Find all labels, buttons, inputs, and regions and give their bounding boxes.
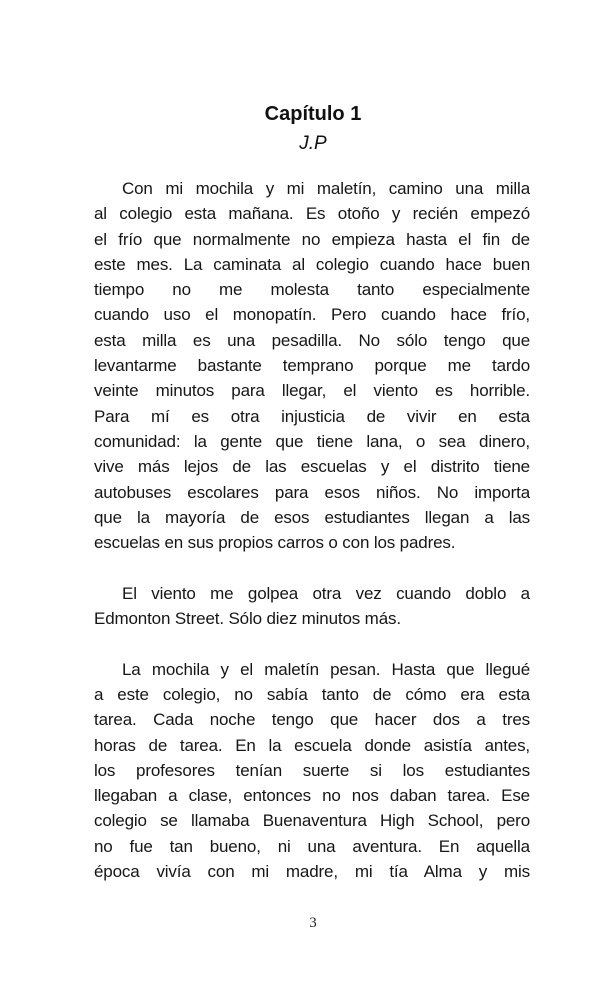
text-line: El viento me golpea otra vez cuando doblo a xyxy=(122,583,530,603)
text-line: tiempo no me molesta tanto especialmente xyxy=(94,280,530,300)
text-line: los profesores tenían suerte si los estudiantes xyxy=(94,760,530,780)
text-line: colegio se llamaba Buenaventura High School, pero xyxy=(94,811,530,831)
text-line: tarea. Cada noche tengo que hacer dos a tres xyxy=(94,710,530,730)
paragraph-gap xyxy=(94,555,530,580)
text-line: Para mí es otra injusticia de vivir en esta xyxy=(94,406,530,426)
text-line: horas de tarea. En la escuela donde asistía antes, xyxy=(94,735,530,755)
text-line: cuando uso el monopatín. Pero cuando hace frío, xyxy=(94,305,530,325)
text-line: escuelas en sus propios carros o con los padres. xyxy=(94,533,456,553)
paragraph-1 xyxy=(94,176,530,555)
text-line: Edmonton Street. Sólo diez minutos más. xyxy=(94,609,401,629)
text-line: no fue tan bueno, ni una aventura. En aquella xyxy=(94,836,530,856)
text-line: comunidad: la gente que tiene lana, o sea dinero, xyxy=(94,431,530,451)
text-line: que la mayoría de esos estudiantes llegan a las xyxy=(94,507,530,527)
body-text xyxy=(94,176,530,884)
text-line: esta milla es una pesadilla. No sólo tengo que xyxy=(94,330,530,350)
text-line: época vivía con mi madre, mi tía Alma y mis xyxy=(94,862,530,882)
text-line: levantarme bastante temprano porque me tardo xyxy=(94,356,530,376)
text-line: La mochila y el maletín pesan. Hasta que llegué xyxy=(122,659,530,679)
text-line: veinte minutos para llegar, el viento es horrible. xyxy=(94,381,530,401)
paragraph-gap xyxy=(94,631,530,656)
page-number: 3 xyxy=(309,915,317,931)
paragraph-3 xyxy=(94,657,530,885)
text-line: llegaban a clase, entonces no nos daban tarea. Ese xyxy=(94,786,530,806)
text-line: este mes. La caminata al colegio cuando hace buen xyxy=(94,254,530,274)
paragraph-2 xyxy=(94,581,530,632)
chapter-title: Capítulo 1 xyxy=(264,103,362,125)
text-line: autobuses escolares para esos niños. No importa xyxy=(94,482,530,502)
chapter-author: J.P xyxy=(299,133,327,154)
text-line: al colegio esta mañana. Es otoño y recién empezó xyxy=(94,204,530,224)
text-line: a este colegio, no sabía tanto de cómo era esta xyxy=(94,684,530,704)
text-line: vive más lejos de las escuelas y el distrito tiene xyxy=(94,457,530,477)
text-line: Con mi mochila y mi maletín, camino una milla xyxy=(122,179,530,198)
text-line: el frío que normalmente no empieza hasta el fin de xyxy=(94,229,530,249)
